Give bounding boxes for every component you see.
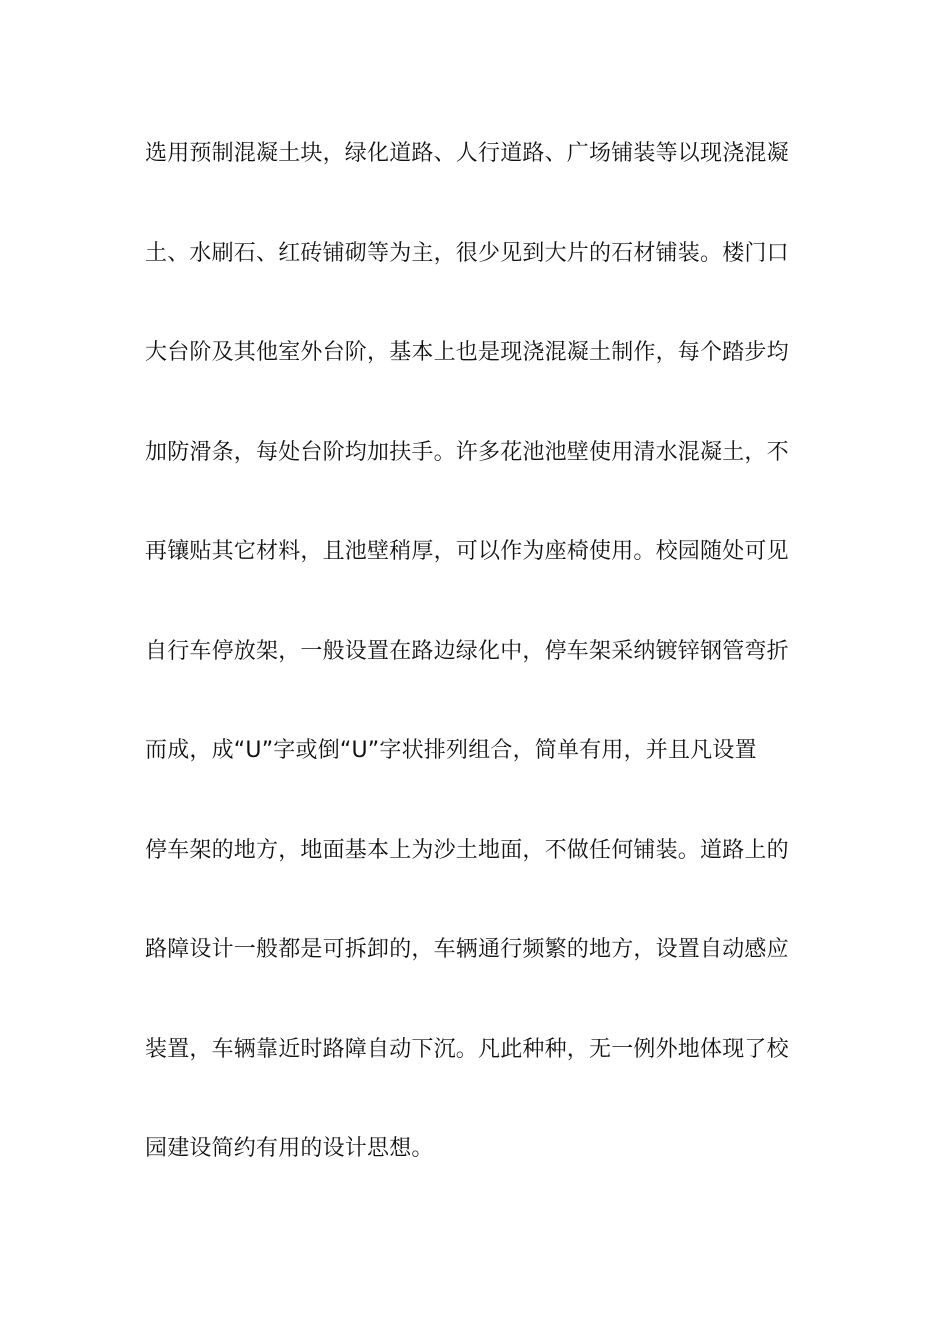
text-line: 选用预制混凝土块，绿化道路、人行道路、广场铺装等以现浇混凝: [145, 141, 789, 166]
body-paragraph: [145, 136, 825, 1231]
text-line: 停车架的地方，地面基本上为沙土地面，不做任何铺装。道路上的: [145, 837, 789, 863]
text-line: 路障设计一般都是可拆卸的，车辆通行频繁的地方，设置自动感应: [145, 937, 789, 962]
text-line: 加防滑条，每处台阶均加扶手。许多花池池壁使用清水混凝土，不: [145, 439, 789, 465]
text-line: 再镶贴其它材料，且池壁稍厚，可以作为座椅使用。校园随处可见: [145, 539, 789, 564]
text-line: 大台阶及其他室外台阶，基本上也是现浇混凝土制作，每个踏步均: [145, 340, 789, 365]
text-line: 土、水刷石、红砖铺砌等为主，很少见到大片的石材铺装。楼门口: [145, 240, 789, 266]
text-line: 装置，车辆靠近时路障自动下沉。凡此种种，无一例外地体现了校: [145, 1036, 789, 1062]
text-line: 自行车停放架，一般设置在路边绿化中，停车架采纳镀锌钢管弯折: [145, 638, 789, 664]
text-line: 园建设简约有用的设计思想。: [145, 1136, 434, 1161]
text-line: 而成，成“U”字或倒“U”字状排列组合，简单有用，并且凡设置: [145, 738, 757, 763]
